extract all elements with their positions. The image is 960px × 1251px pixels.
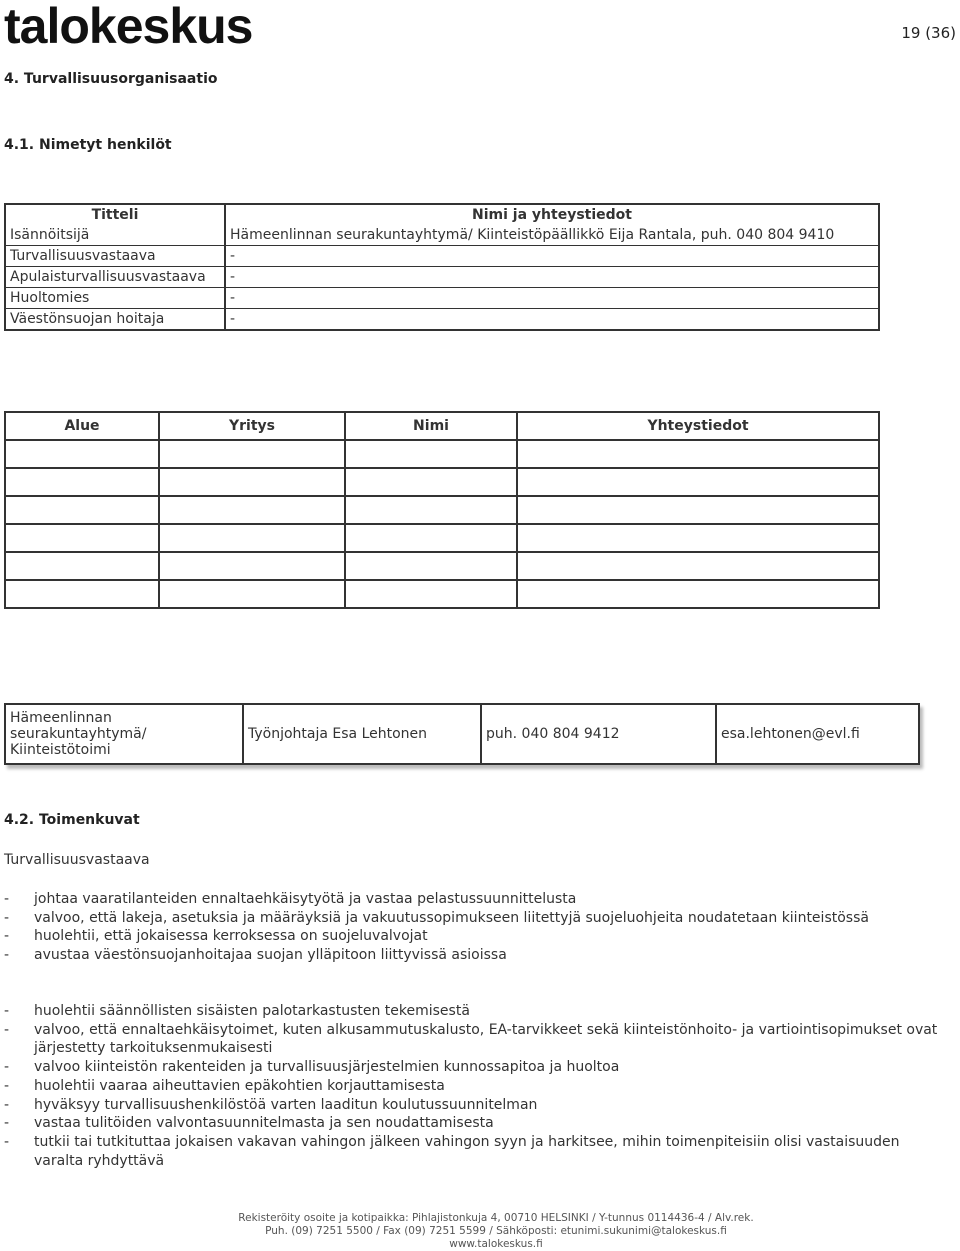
- table-row: [5, 288, 879, 309]
- list-item: - hyväksyy turvallisuushenkilöstöä varten laaditun koulutussuunnitelman: [4, 1096, 538, 1113]
- table-row: [5, 309, 879, 331]
- duties-list-2: [4, 1002, 944, 1170]
- table-row: [5, 552, 879, 580]
- company-logo: talokeskus: [4, 0, 253, 54]
- email-cell: esa.lehtonen@evl.fi: [721, 726, 860, 742]
- role-title: Turvallisuusvastaava: [4, 852, 150, 868]
- footer-line: Puh. (09) 7251 5500 / Fax (09) 7251 5599 / Sähköposti: etunimi.sukunimi@talokeskus.fi: [265, 1225, 727, 1237]
- org-line: Hämeenlinnan: [10, 710, 112, 726]
- person-cell: Työnjohtaja Esa Lehtonen: [243, 704, 481, 764]
- org-line: seurakuntayhtymä/: [10, 726, 147, 742]
- table-header-row: [5, 204, 879, 225]
- row-value: -: [225, 246, 879, 267]
- list-item: - valvoo, että lakeja, asetuksia ja määräyksiä ja vakuutussopimukseen liitettyjä suojeluohjeita noudatetaan kiinteistössä: [4, 909, 869, 926]
- row-title: Isännöitsijä: [5, 225, 225, 246]
- list-item: - johtaa vaaratilanteiden ennaltaehkäisytyötä ja vastaa pelastussuunnittelusta: [4, 891, 577, 907]
- header-area: Alue: [5, 412, 159, 440]
- duties-list-1: [4, 890, 944, 965]
- table-row: [5, 496, 879, 524]
- list-item: - vastaa tulitöiden valvontasuunnitelmasta ja sen noudattamisesta: [4, 1115, 494, 1132]
- table-row: [5, 524, 879, 552]
- list-item: - huolehtii vaaraa aiheuttavien epäkohtien korjauttamisesta: [4, 1077, 445, 1094]
- header-company: Yritys: [159, 412, 345, 440]
- table-row: [5, 704, 919, 764]
- row-value: -: [230, 311, 236, 327]
- list-item: - huolehtii, että jokaisessa kerroksessa on suojeluvalvojat: [4, 928, 428, 945]
- area-contacts-table: [4, 411, 880, 609]
- header-name: Nimi: [345, 412, 517, 440]
- row-title: Väestönsuojan hoitaja: [5, 309, 225, 331]
- section-title: 4. Turvallisuusorganisaatio: [4, 71, 218, 87]
- page-number: 19 (36): [901, 24, 956, 42]
- footer-line: Rekisteröity osoite ja kotipaikka: Pihlajistonkuja 4, 00710 HELSINKI / Y-tunnus 0114436-4 / Alv.rek.: [238, 1212, 754, 1224]
- table-row: [5, 580, 879, 608]
- table-row: [5, 225, 879, 246]
- phone-cell: puh. 040 804 9412: [481, 704, 716, 764]
- list-item: - valvoo kiinteistön rakenteiden ja turvallisuusjärjestelmien kunnossapitoa ja huoltoa: [4, 1059, 620, 1076]
- header-name-contact: Nimi ja yhteystiedot: [472, 207, 632, 223]
- table-header-row: [5, 412, 879, 440]
- footer-website: www.talokeskus.fi: [449, 1238, 543, 1250]
- org-line: Kiinteistötoimi: [10, 742, 111, 758]
- table-row: [5, 468, 879, 496]
- row-value: -: [225, 267, 879, 288]
- list-item: - tutkii tai tutkituttaa jokaisen vakavan vahingon jälkeen vahingon syyn ja harkitsee, mihin toimenpiteisiin olisi vastaisuuden varalta ryhdyttävä: [4, 1133, 900, 1169]
- page-footer: [0, 1212, 960, 1251]
- named-persons-table: [4, 203, 880, 331]
- list-item: - avustaa väestönsuojanhoitajaa suojan ylläpitoon liittyvissä asioissa: [4, 947, 507, 964]
- header-title: Titteli: [5, 204, 225, 225]
- subsection-title-named-persons: 4.1. Nimetyt henkilöt: [4, 137, 172, 153]
- table-row: [5, 267, 879, 288]
- table-row: [5, 440, 879, 468]
- table-row: [5, 246, 879, 267]
- row-value: Hämeenlinnan seurakuntayhtymä/ Kiinteistöpäällikkö Eija Rantala, puh. 040 804 9410: [225, 225, 879, 246]
- subsection-title-roles: 4.2. Toimenkuvat: [4, 812, 140, 828]
- row-title: Huoltomies: [5, 288, 225, 309]
- row-title: Turvallisuusvastaava: [5, 246, 225, 267]
- row-title: Apulaisturvallisuusvastaava: [5, 267, 225, 288]
- header-contact: Yhteystiedot: [647, 418, 749, 434]
- list-item: - valvoo, että ennaltaehkäisytoimet, kuten alkusammutuskalusto, EA-tarvikkeet sekä kiinteistönhoito- ja vartiointisopimukset ovat järjestetty tarkoituksenmukaisesti: [4, 1021, 938, 1057]
- contact-table: [4, 703, 920, 765]
- org-cell: [5, 704, 243, 764]
- row-value: -: [225, 288, 879, 309]
- list-item: - huolehtii säännöllisten sisäisten palotarkastusten tekemisestä: [4, 1003, 470, 1019]
